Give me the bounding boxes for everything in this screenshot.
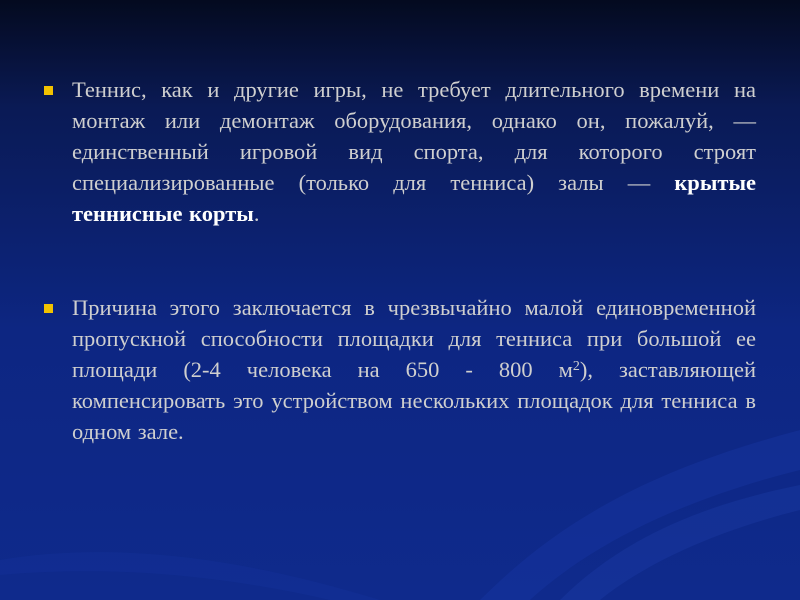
bullet-1-bold-text: крытые теннисные корты <box>72 170 756 226</box>
bullet-1-text-after: . <box>253 201 260 226</box>
bullet-text-1 <box>72 74 756 229</box>
bullet-text-2 <box>72 292 756 447</box>
bullet-item-2 <box>44 292 756 447</box>
bullet-item-1 <box>44 74 756 229</box>
bullet-1-text-before: Теннис, как и другие игры, не требует длительного времени на монтаж или демонтаж оборудования, однако он, пожалуй, — единственный игровой вид спорта, для которого строят специализированные (только для тенниса) залы — <box>72 77 756 195</box>
bullet-2-text-before: Причина этого заключается в чрезвычайно малой единовременной пропускной способности площадки для тенниса при большой ее площади (2-4 человека на 650 - 800 м <box>72 295 756 382</box>
square-bullet-icon <box>44 86 53 95</box>
bullet-2-text-after: ), заставляющей компенсировать это устройством нескольких площадок для тенниса в одном зале. <box>72 357 756 444</box>
bullet-2-superscript: 2 <box>572 359 580 374</box>
square-bullet-icon <box>44 304 53 313</box>
